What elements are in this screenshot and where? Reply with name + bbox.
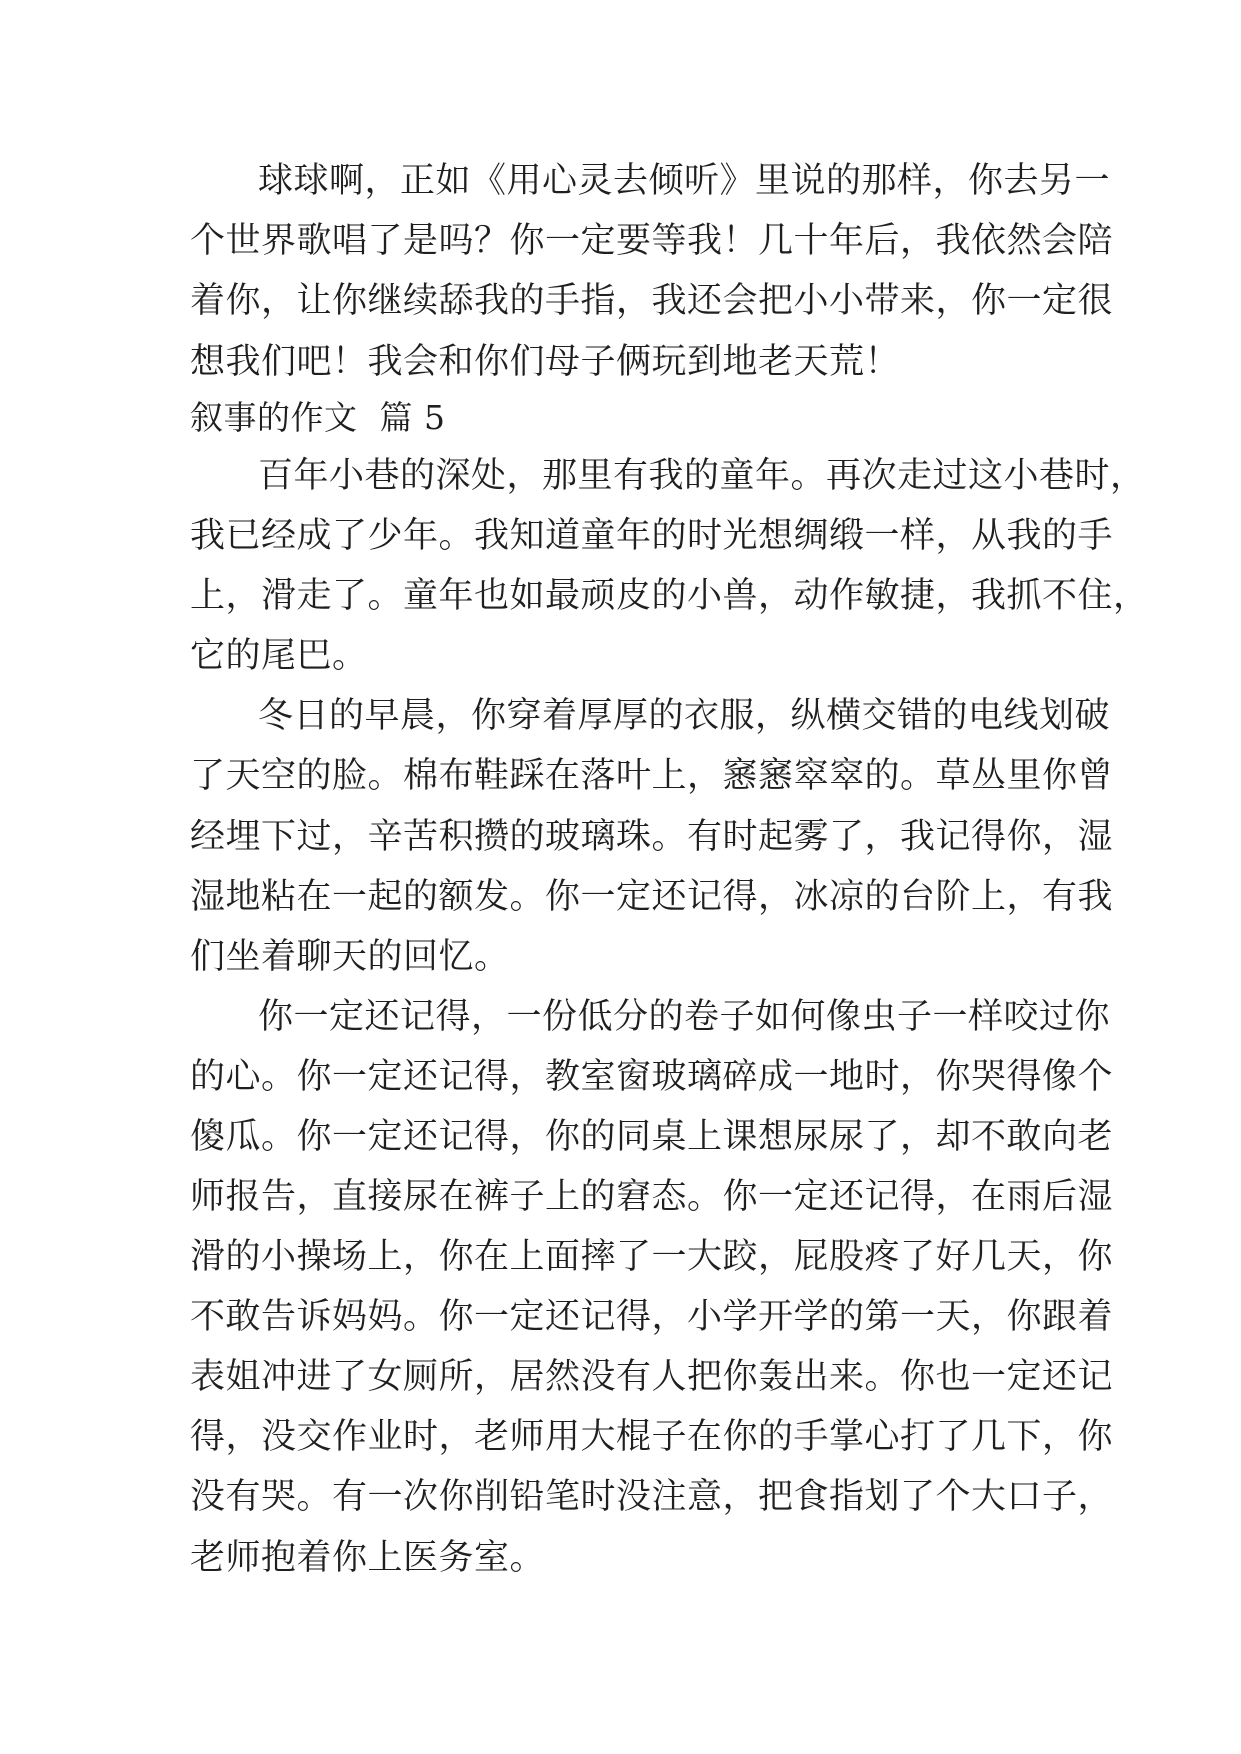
- paragraph-line: 得，没交作业时，老师用大棍子在你的手掌心打了几下，你: [190, 1417, 1114, 1457]
- paragraph-line: 它的尾巴。: [190, 636, 368, 676]
- paragraph-line: 着你，让你继续舔我的手指，我还会把小小带来，你一定很: [190, 281, 1114, 321]
- paragraph-line: 的心。你一定还记得，教室窗玻璃碎成一地时，你哭得像个: [190, 1057, 1114, 1097]
- paragraph-line: 了天空的脸。棉布鞋踩在落叶上，窸窸窣窣的。草丛里你曾: [190, 756, 1114, 796]
- paragraph-line: 老师抱着你上医务室。: [190, 1538, 546, 1578]
- paragraph-line: 球球啊，正如《用心灵去倾听》里说的那样，你去另一: [258, 161, 1111, 201]
- paragraph-line: 你一定还记得，一份低分的卷子如何像虫子一样咬过你: [258, 997, 1111, 1037]
- paragraph-line: 师报告，直接尿在裤子上的窘态。你一定还记得，在雨后湿: [190, 1177, 1114, 1217]
- paragraph-line: 不敢告诉妈妈。你一定还记得，小学开学的第一天，你跟着: [190, 1297, 1114, 1337]
- paragraph-line: 我已经成了少年。我知道童年的时光想绸缎一样，从我的手: [190, 516, 1114, 556]
- paragraph-line: 冬日的早晨，你穿着厚厚的衣服，纵横交错的电线划破: [258, 696, 1111, 736]
- paragraph-line: 上，滑走了。童年也如最顽皮的小兽，动作敏捷，我抓不住，: [190, 576, 1149, 616]
- section-heading: 叙事的作文 篇 5: [190, 398, 446, 437]
- paragraph-line: 百年小巷的深处，那里有我的童年。再次走过这小巷时，: [258, 456, 1146, 496]
- paragraph-line: 个世界歌唱了是吗？你一定要等我！几十年后，我依然会陪: [190, 221, 1114, 261]
- paragraph-line: 滑的小操场上，你在上面摔了一大跤，屁股疼了好几天，你: [190, 1237, 1114, 1277]
- paragraph-line: 湿地粘在一起的额发。你一定还记得，冰凉的台阶上，有我: [190, 877, 1114, 917]
- paragraph-line: 傻瓜。你一定还记得，你的同桌上课想尿尿了，却不敢向老: [190, 1117, 1114, 1157]
- paragraph-line: 表姐冲进了女厕所，居然没有人把你轰出来。你也一定还记: [190, 1357, 1114, 1397]
- paragraph-line: 想我们吧！我会和你们母子俩玩到地老天荒！: [190, 342, 901, 382]
- paragraph-line: 经埋下过，辛苦积攒的玻璃珠。有时起雾了，我记得你，湿: [190, 817, 1114, 857]
- paragraph-line: 没有哭。有一次你削铅笔时没注意，把食指划了个大口子，: [190, 1477, 1114, 1517]
- paragraph-line: 们坐着聊天的回忆。: [190, 937, 510, 977]
